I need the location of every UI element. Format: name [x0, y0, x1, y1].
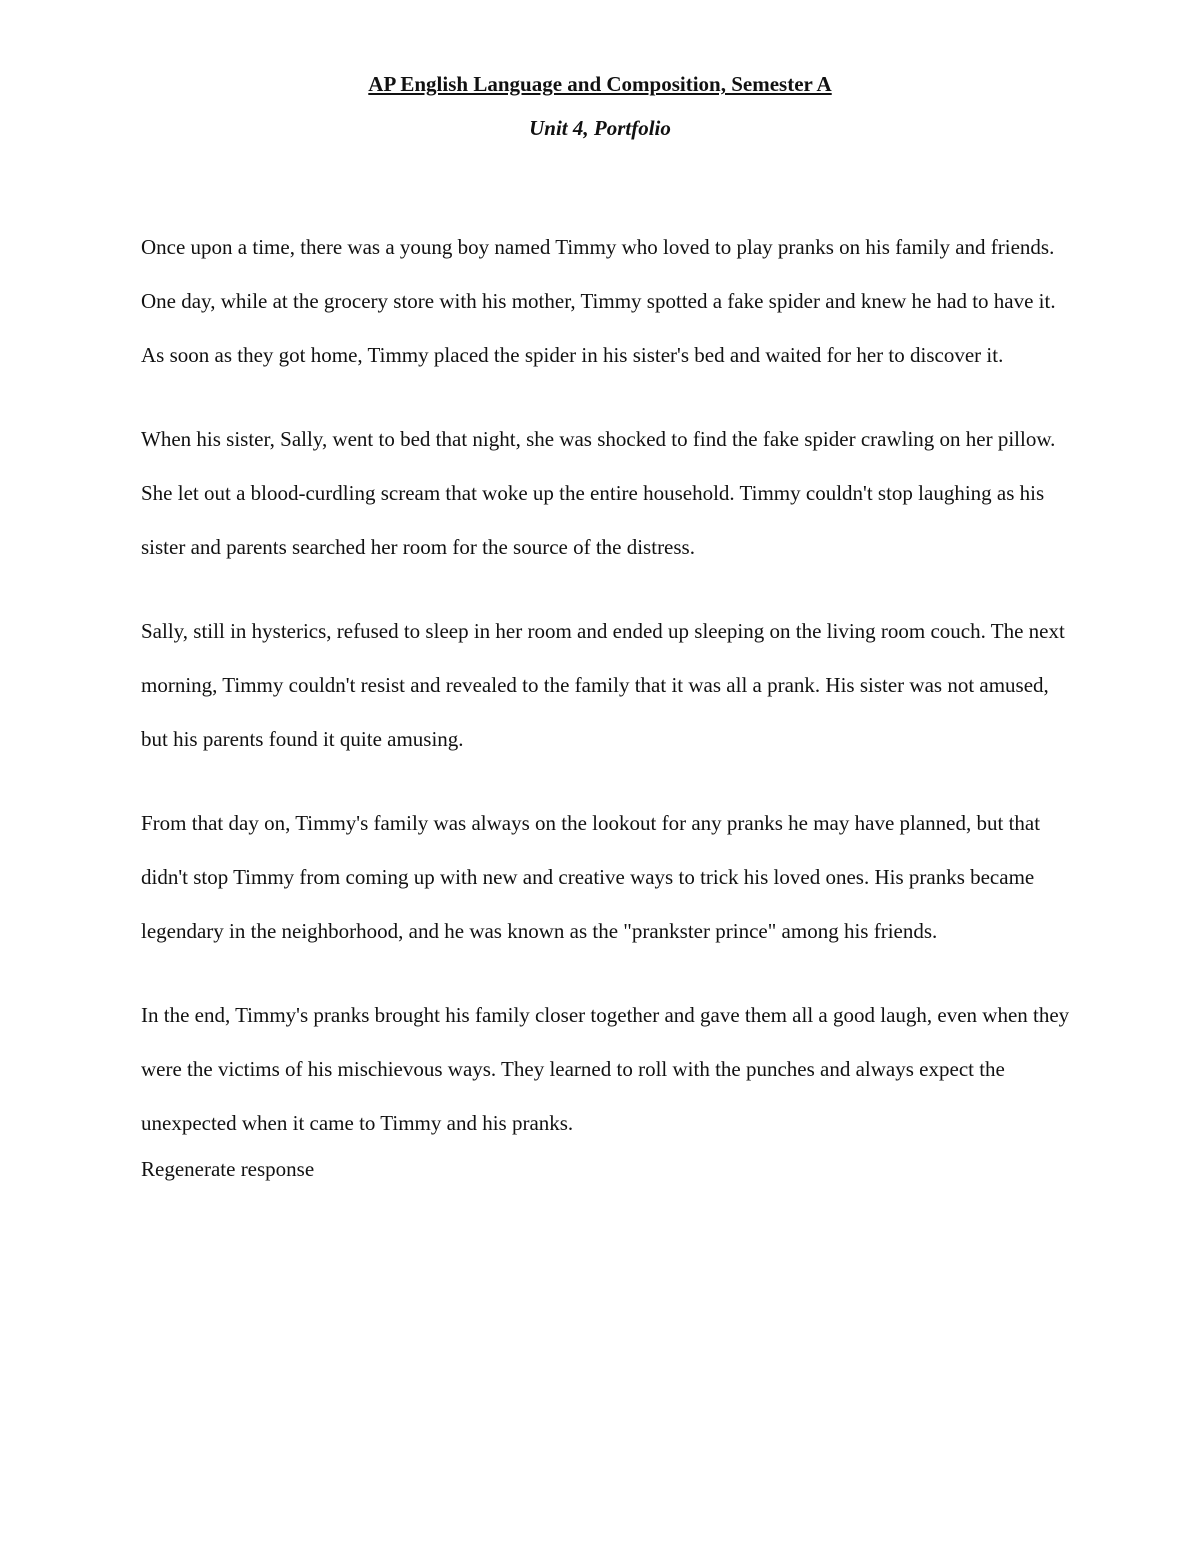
paragraph-4: From that day on, Timmy's family was always on the lookout for any pranks he may have planned, but that didn't stop Timmy from coming up with new and creative ways to trick his loved ones. His pranks became legendary in the neighborhood, and he was known as the "prankster prince" among his friends. [141, 811, 1041, 943]
regenerate-response-text: Regenerate response [141, 1157, 315, 1181]
paragraph-2: When his sister, Sally, went to bed that night, she was shocked to find the fake spider crawling on her pillow. She let out a blood-curdling scream that woke up the entire household. Timmy couldn't stop laughing as his sister and parents searched her room for the source of the distress. [141, 427, 1056, 559]
document-subtitle: Unit 4, Portfolio [529, 116, 671, 140]
document-title: AP English Language and Composition, Semester A [368, 72, 832, 96]
paragraph-5: In the end, Timmy's pranks brought his family closer together and gave them all a good laugh, even when they were the victims of his mischievous ways. They learned to roll with the punches and always expect the unexpected when it came to Timmy and his pranks. [141, 1003, 1070, 1135]
paragraph-3: Sally, still in hysterics, refused to sleep in her room and ended up sleeping on the living room couch. The next morning, Timmy couldn't resist and revealed to the family that it was all a prank. His sister was not amused, but his parents found it quite amusing. [141, 619, 1065, 751]
document-body [141, 220, 1071, 1196]
paragraph-1: Once upon a time, there was a young boy named Timmy who loved to play pranks on his family and friends. One day, while at the grocery store with his mother, Timmy spotted a fake spider and knew he had to have it. As soon as they got home, Timmy placed the spider in his sister's bed and waited for her to discover it. [141, 235, 1056, 367]
